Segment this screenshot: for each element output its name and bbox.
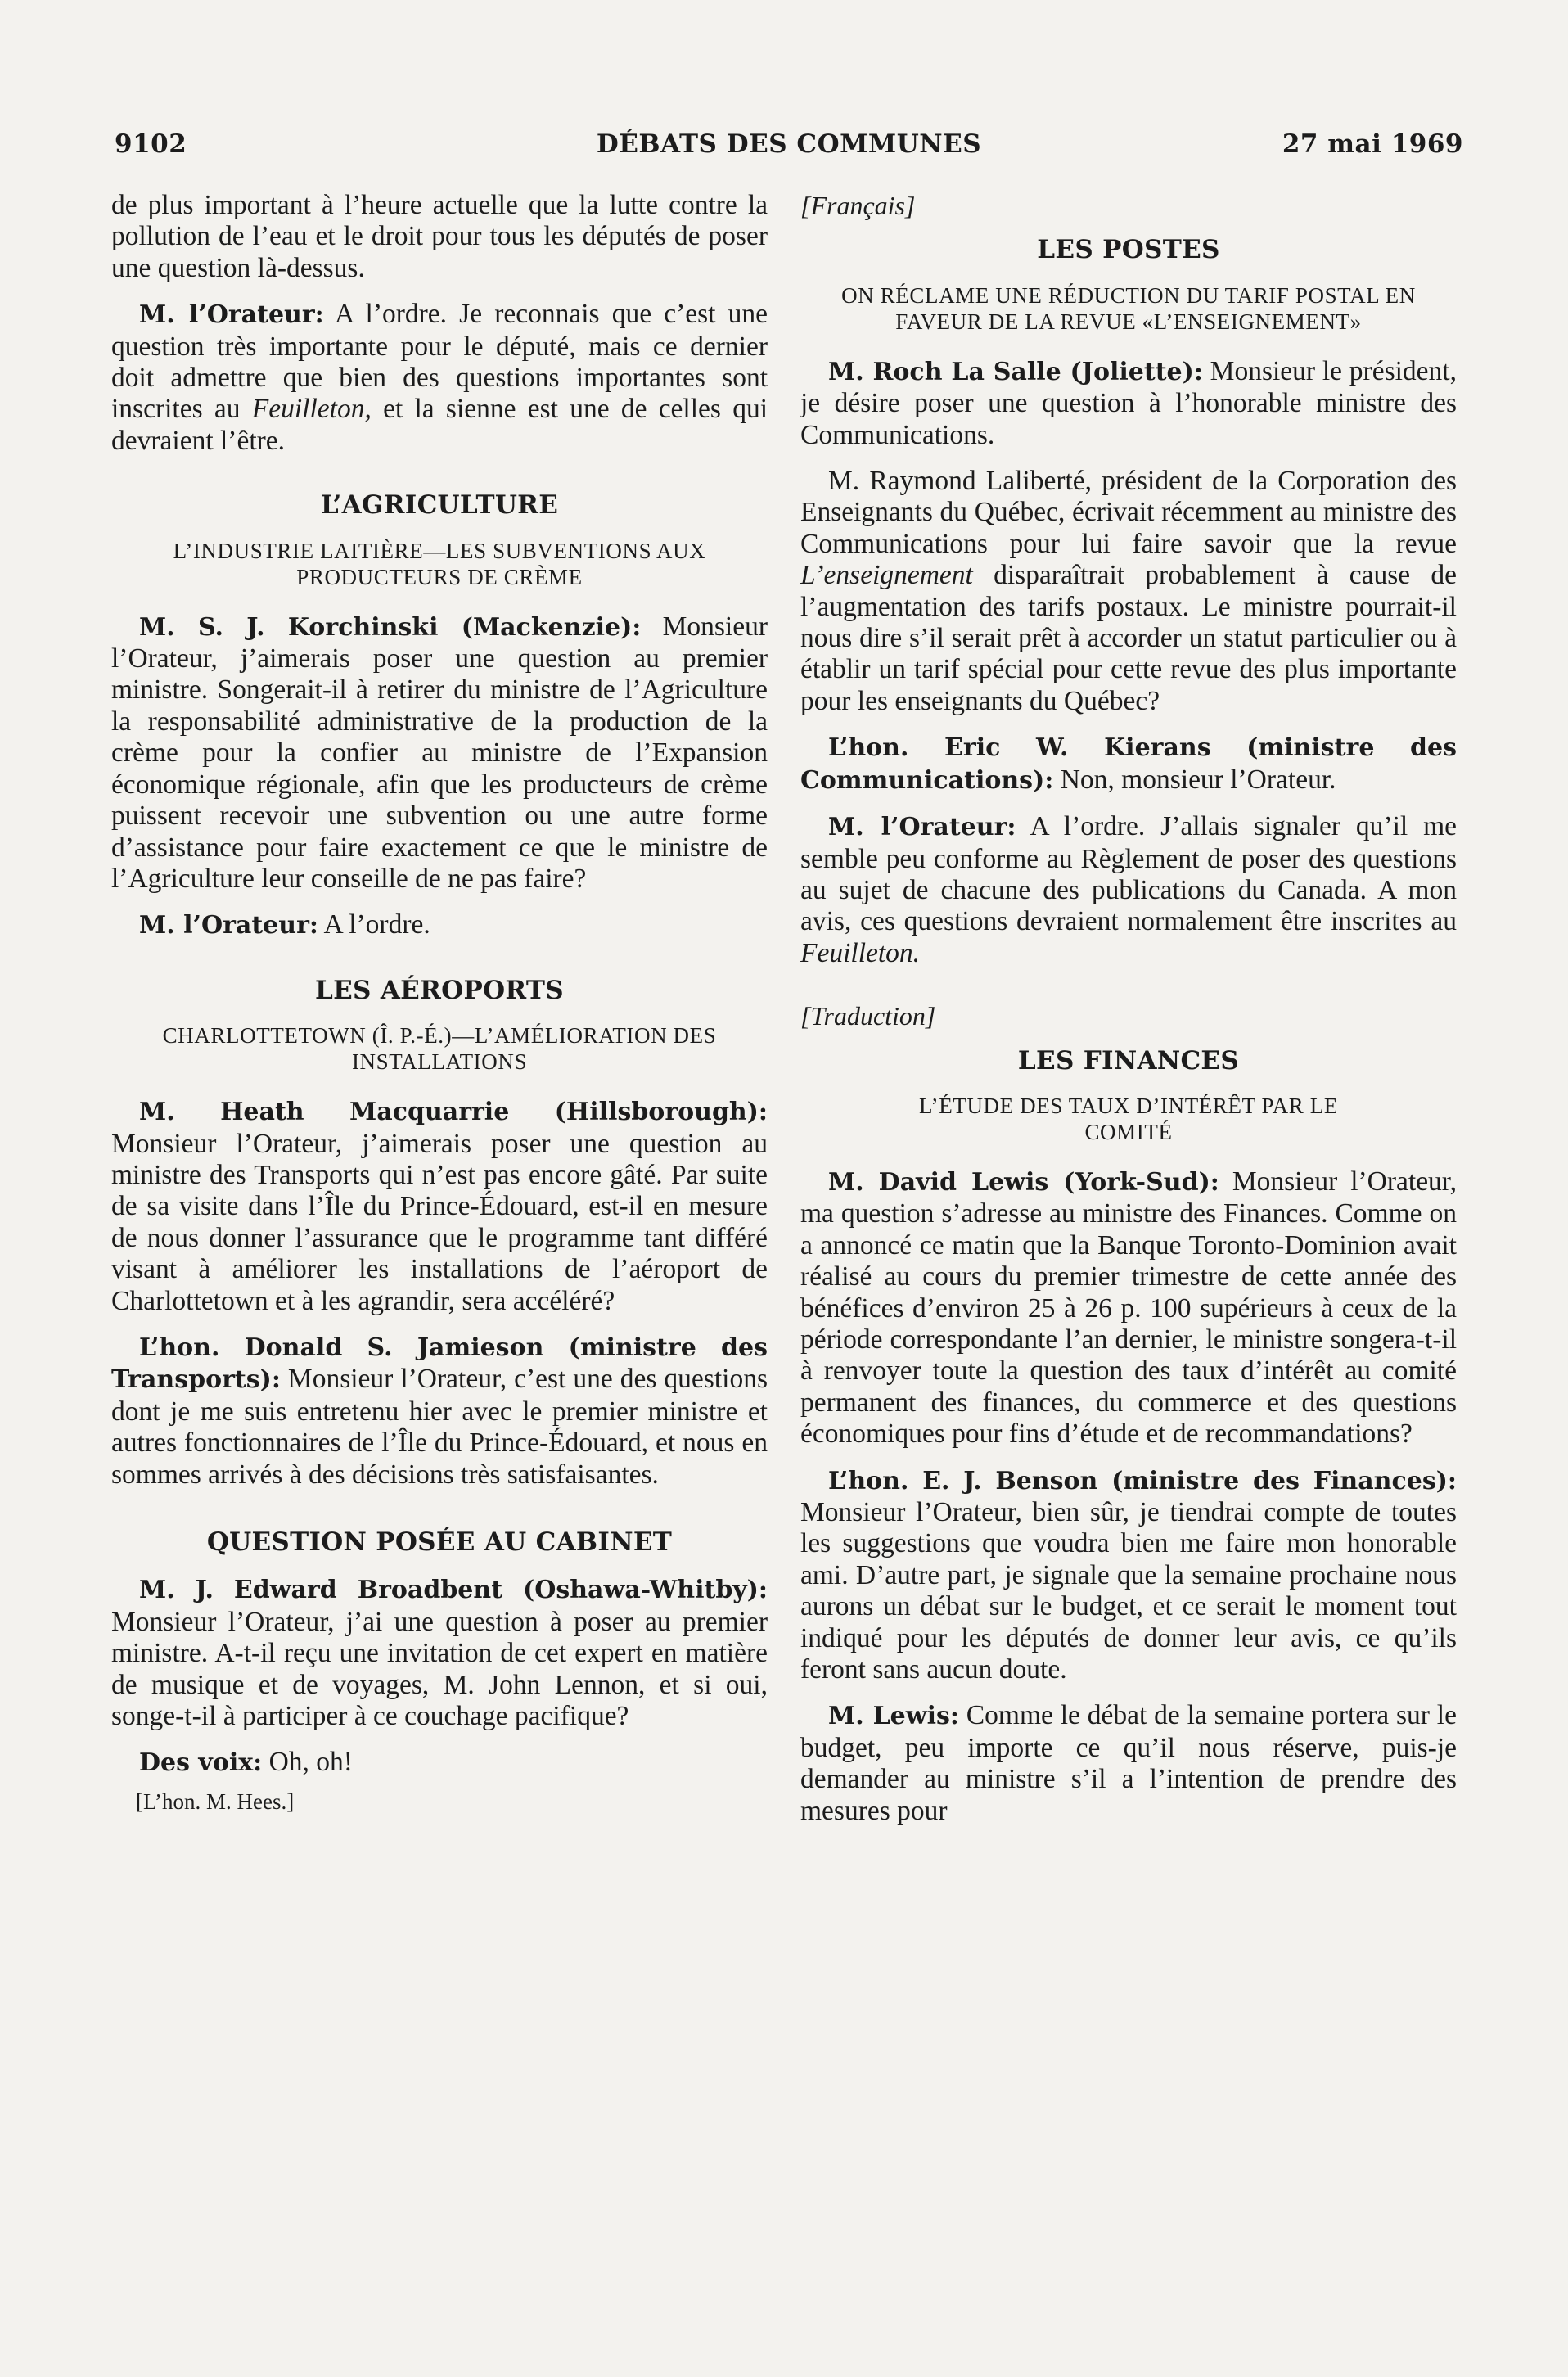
speaker: M. J. Edward Broadbent (Oshawa-Whitby): [139, 1576, 768, 1605]
page-date: 27 mai 1969 [1282, 129, 1463, 159]
paragraph-text: Monsieur l’Orateur, j’aimerais poser une question au premier ministre. Songerait-il à retirer du ministre de l’Agriculture la responsabilité administrative de la production de la crème pour la confier au ministre de l’Expansion économique régionale, afin que les producteurs de crème puissent recevoir une subvention ou une autre forme d’assistance pour faire exactement ce que le ministre de l’Agriculture leur conseille de ne pas faire? [111, 611, 768, 894]
language-tag: [Français] [800, 191, 916, 220]
speaker: M. Heath Macquarrie (Hillsborough): [139, 1098, 768, 1127]
speaker: Des voix: [139, 1748, 263, 1778]
subsection-heading: CHARLOTTETOWN (Î. P.-É.)—L’AMÉLIORATION DES INSTALLATIONS [162, 1023, 717, 1075]
paragraph [111, 299, 768, 457]
emphasis-text: Feuilleton, [251, 394, 372, 425]
emphasis-text: Feuilleton. [800, 937, 921, 968]
speaker: M. Lewis: [828, 1702, 959, 1731]
speaker: M. S. J. Korchinski (Mackenzie): [139, 612, 642, 642]
subsection-heading: ON RÉCLAME UNE RÉDUCTION DU TARIF POSTAL EN FAVEUR DE LA REVUE «L’ENSEIGNEMENT» [841, 282, 1416, 334]
subsection-heading: L’ÉTUDE DES TAUX D’INTÉRÊT PAR LE COMITÉ [919, 1093, 1338, 1144]
paragraph-text: Comme le débat de la semaine portera sur le budget, peu importe ce qu’il nous réserve, puis-je demander au ministre s’il a l’intention de prendre des mesures pour [800, 1700, 1457, 1826]
paragraph-text: A l’ordre. [318, 909, 430, 940]
section-heading: LES AÉROPORTS [315, 975, 564, 1005]
paragraph-text: Monsieur le président, je désire poser une question à l’honorable ministre des Communications. [800, 355, 1457, 450]
speaker: M. Roch La Salle (Joliette): [828, 357, 1203, 386]
paragraph-text: Monsieur l’Orateur, c’est une des questions dont je me suis entretenu hier avec le premier ministre et autres fonctionnaires de l’Île du Prince-Édouard, et nous en sommes arrivés à des décisions très satisfaisantes. [111, 1364, 768, 1490]
subsection-heading: L’INDUSTRIE LAITIÈRE—LES SUBVENTIONS AUX PRODUCTEURS DE CRÈME [173, 538, 706, 589]
speaker: M. l’Orateur: [828, 813, 1016, 842]
paragraph-text: Oh, oh! [262, 1747, 353, 1778]
paragraph-text: A l’ordre. J’allais signaler qu’il me semble peu conforme au Règlement de poser des questions au sujet de chacune des publications du Canada. A mon avis, ces questions devraient normalement être inscrites au [800, 811, 1458, 937]
speaker: L’hon. Donald S. Jamieson (ministre des Transports): [111, 1333, 768, 1395]
paragraph [800, 732, 1457, 796]
paragraph-text: Monsieur l’Orateur, ma question s’adresse au ministre des Finances. Comme on a annoncé ce matin que la Banque Toronto-Dominion avait réalisé au cours du premier trimestre de cette année des bénéfices d’environ 25 à 26 p. 100 supérieurs à ceux de la période correspondante l’an dernier, le ministre songera-t-il à renvoyer toute la question des taux d’intérêt au comité permanent des finances, du commerce et des questions économiques pour fins d’étude et de recommandations? [800, 1166, 1458, 1450]
page-header [115, 129, 1463, 165]
paragraph [800, 1700, 1457, 1827]
page-footnote: [L’hon. M. Hees.] [136, 1788, 295, 1814]
paragraph [800, 466, 1457, 717]
section-heading: L’AGRICULTURE [320, 490, 559, 521]
paragraph-text: Non, monsieur l’Orateur. [1053, 764, 1336, 795]
speaker: M. David Lewis (York-Sud): [828, 1167, 1219, 1197]
paragraph-text: Monsieur l’Orateur, j’aimerais poser une question au ministre des Transports qui n’est pas encore gâté. Par suite de sa visite dans l’Île du Prince-Édouard, est-il en mesure de nous donner l’assurance que le programme tant différé visant à améliorer les installations de l’aéroport de Charlottetown et à les agrandir, sera accéléré? [111, 1128, 768, 1316]
paragraph [800, 1465, 1457, 1686]
paragraph-text: et la sienne est une de celles qui devraient l’être. [111, 394, 768, 456]
paragraph [111, 611, 768, 895]
paragraph [111, 1332, 768, 1491]
paragraph-text: A l’ordre. Je reconnais que c’est une question très importante pour le député, mais ce dernier doit admettre que bien des questions importantes sont inscrites au [111, 299, 768, 425]
section-heading: QUESTION POSÉE AU CABINET [206, 1527, 673, 1557]
speaker: L’hon. Eric W. Kierans (ministre des Communications): [800, 733, 1457, 795]
paragraph [111, 1574, 768, 1732]
language-tag: [Traduction] [800, 1001, 936, 1031]
publication-title: DÉBATS DES COMMUNES [596, 129, 982, 159]
speaker: M. l’Orateur: [139, 300, 324, 330]
paragraph [800, 1166, 1457, 1450]
paragraph-text: Monsieur l’Orateur, bien sûr, je tiendrai compte de toutes les suggestions que voudra bien me faire mon honorable ami. D’autre part, je signale que la semaine prochaine nous aurons un débat sur le budget, et ce serait le moment tout indiqué pour les députés de donner leur avis, ce qu’ils feront sans aucun doute. [800, 1497, 1457, 1685]
paragraph-text: M. Raymond Laliberté, président de la Corporation des Enseignants du Québec, écrivait récemment au ministre des Communications pour lui faire savoir que la revue [800, 466, 1457, 559]
paragraph [111, 1096, 768, 1317]
speaker: M. l’Orateur: [139, 911, 318, 940]
paragraph [800, 356, 1457, 451]
paragraph [800, 811, 1457, 969]
paragraph-text: disparaîtrait probablement à cause de l’augmentation des tarifs postaux. Le ministre pourrait-il nous dire s’il serait prêt à accorder un statut particulier ou à établir un tarif spécial pour cette revue des plus importante pour les enseignants du Québec? [800, 560, 1457, 716]
paragraph [111, 1747, 768, 1779]
paragraph-text: de plus important à l’heure actuelle que la lutte contre la pollution de l’eau et le droit pour tous les députés de poser une question là-dessus. [111, 190, 768, 283]
left-column [111, 190, 768, 1832]
right-column [800, 190, 1457, 1842]
page-number: 9102 [115, 129, 187, 159]
paragraph-text: Monsieur l’Orateur, j’ai une question à poser au premier ministre. A-t-il reçu une invitation de cet expert en matière de musique et de voyages, M. John Lennon, et si oui, songe-t-il à participer à ce couchage pacifique? [111, 1606, 768, 1732]
speaker: L’hon. E. J. Benson (ministre des Finances): [828, 1466, 1457, 1495]
section-heading: LES POSTES [1037, 235, 1220, 265]
paragraph [111, 909, 768, 941]
section-heading: LES FINANCES [1017, 1045, 1240, 1076]
emphasis-text: L’enseignement [800, 560, 973, 591]
paragraph [111, 190, 768, 284]
